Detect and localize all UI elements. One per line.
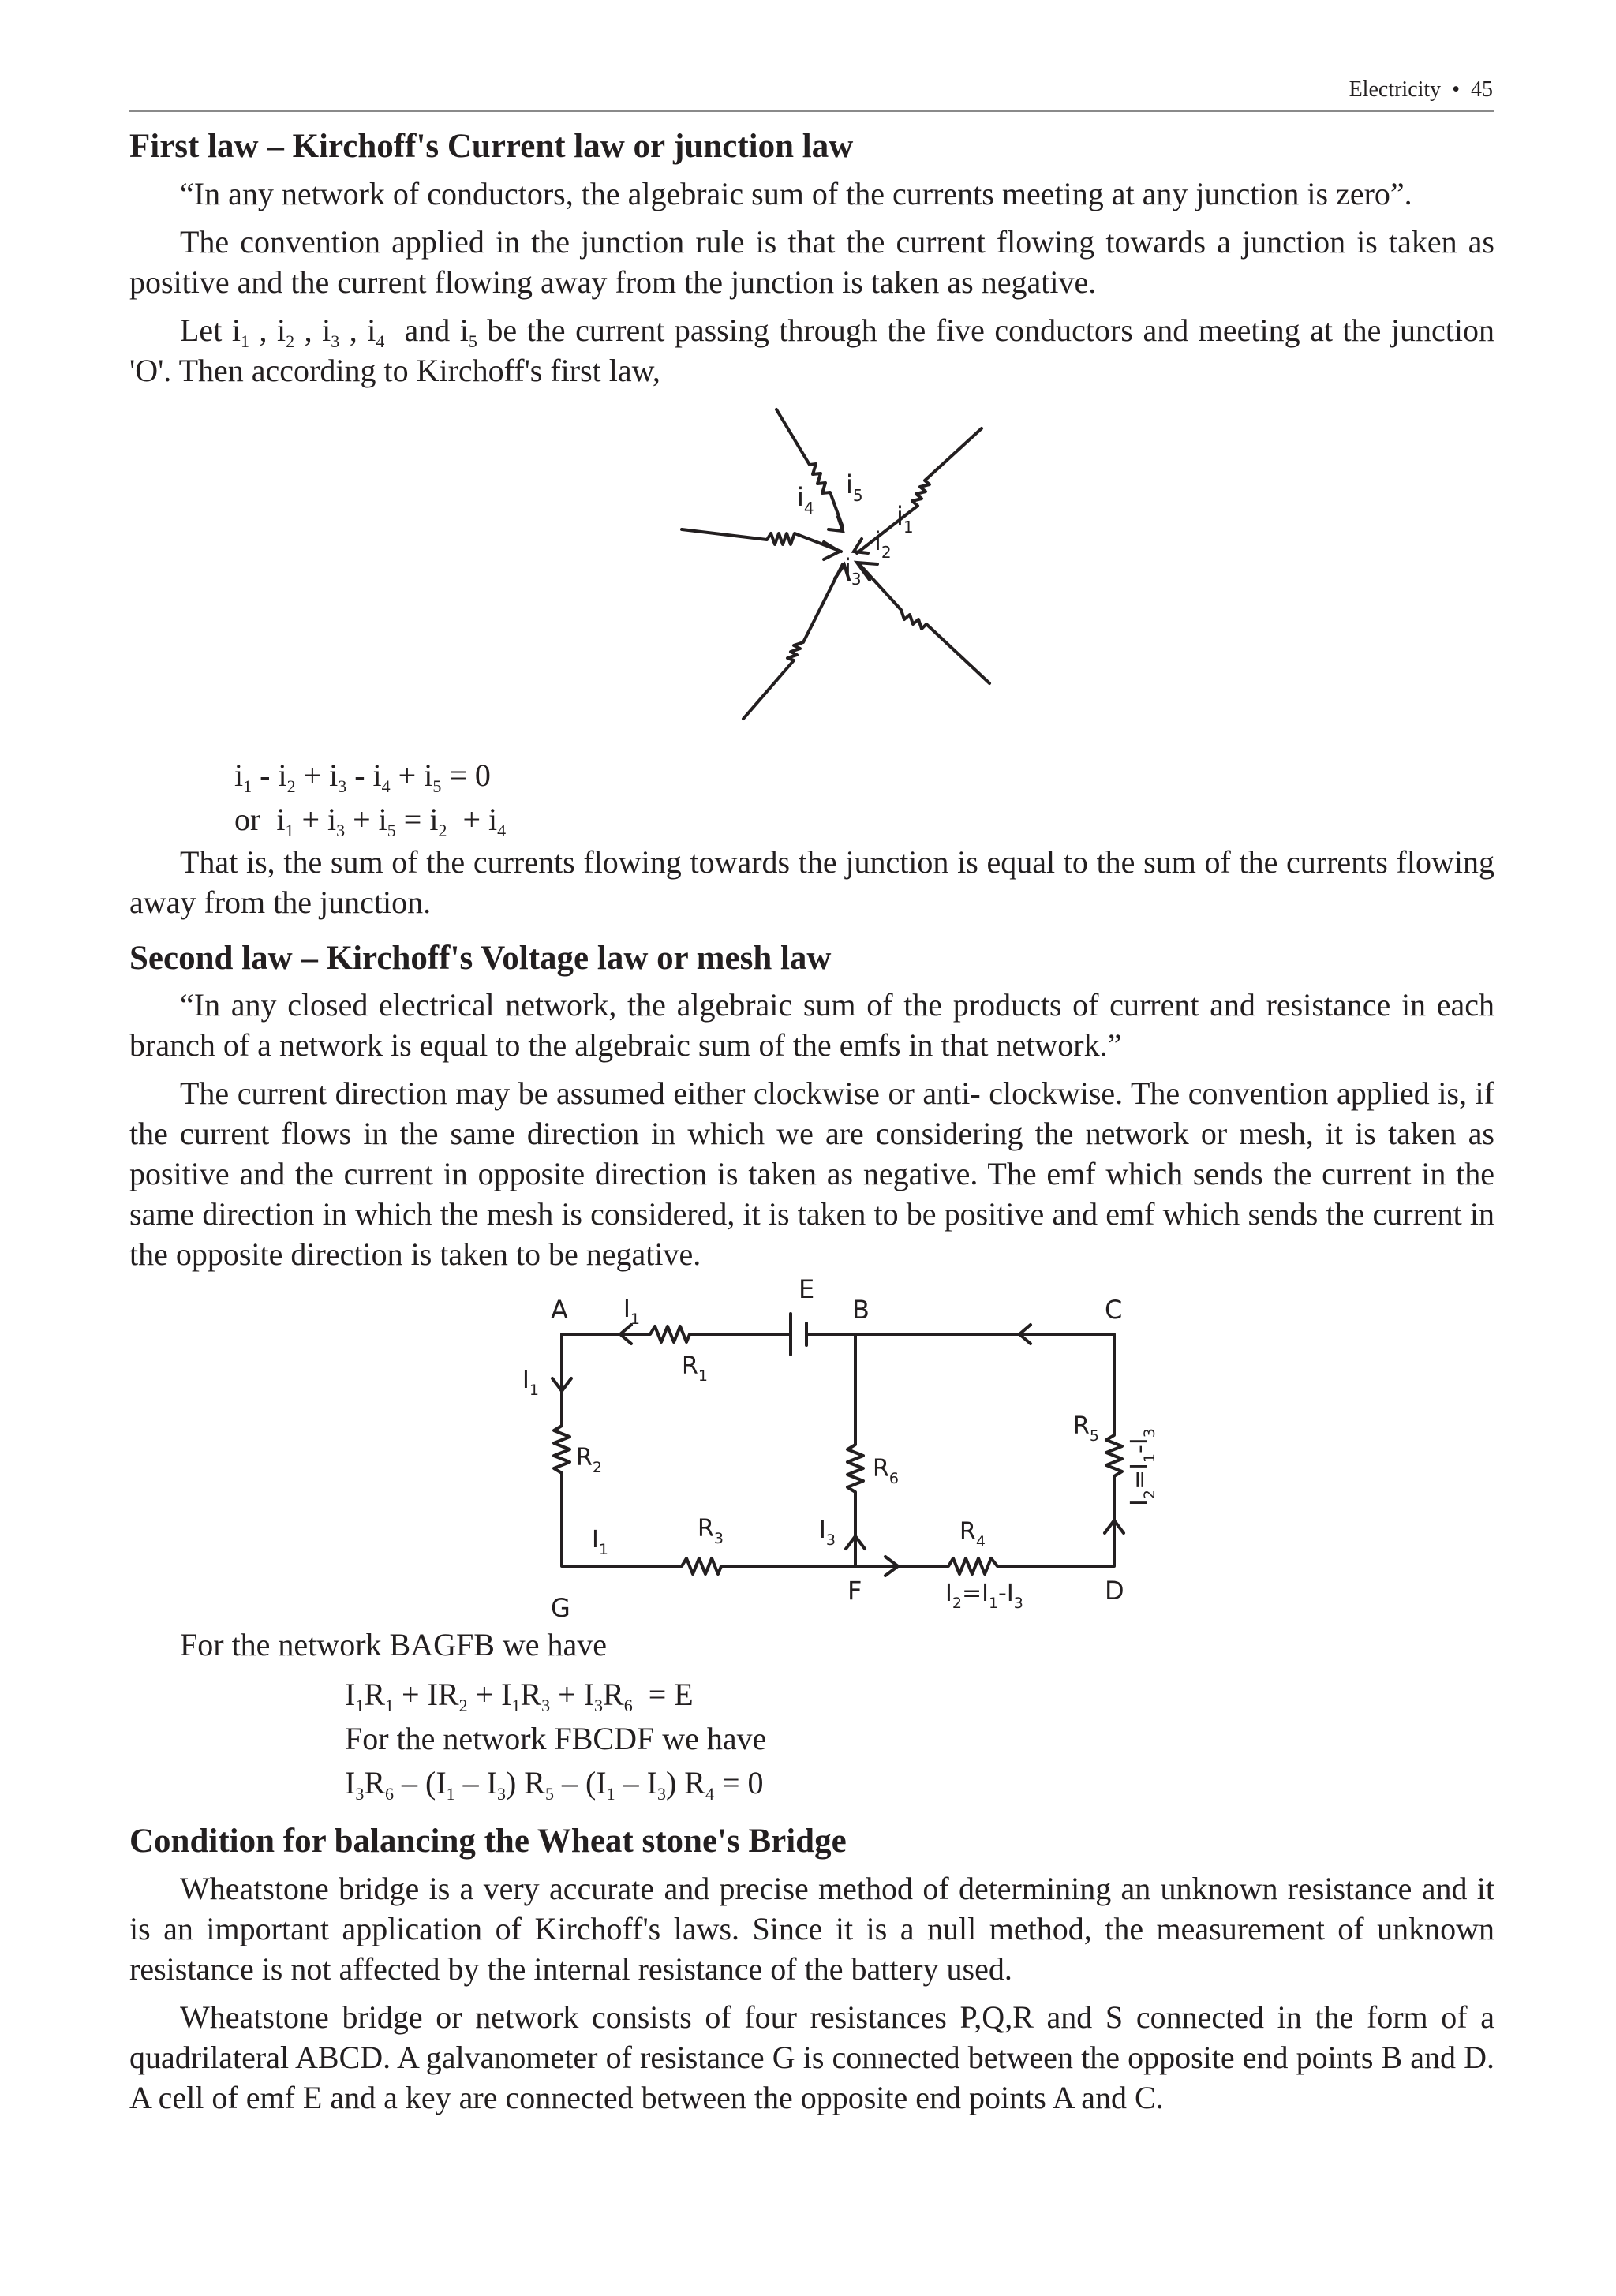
label-R6: $R_6$ <box>873 1455 899 1488</box>
label-R3: $R_3$ <box>698 1515 724 1548</box>
label-i5: $i_5$ <box>846 469 863 505</box>
node-D: D <box>1105 1576 1124 1606</box>
kvl-equation-1: $I_1R_1 + IR_2 + I_1R_3 + I_3R_6 = E$ <box>345 1677 694 1716</box>
label-i3: $i_3$ <box>844 552 862 589</box>
label-i4: $i_4$ <box>797 481 814 518</box>
conductor-i3 <box>743 564 843 719</box>
arrow-i4 <box>824 542 840 559</box>
label-i1: $i_1$ <box>896 500 914 537</box>
conductor-i2 <box>859 564 989 683</box>
label-R4: $R_4$ <box>960 1518 986 1551</box>
wheatstone-heading: Condition for balancing the Wheat stone's Bridge <box>129 1823 847 1860</box>
junction-diagram <box>129 395 1494 727</box>
label-I1-top: $I_1$ <box>623 1296 640 1329</box>
circuit-diagram <box>129 1277 1494 1625</box>
second-law-quote: “In any closed electrical network, the algebraic sum of the products of current and resistance in each branch of a network is equal to the algebraic sum of the emfs in that network.” <box>129 987 1494 1064</box>
label-I2-right: $I_2=I_1-I_3$ <box>1126 1428 1158 1507</box>
node-A: A <box>551 1295 568 1326</box>
label-I1-bottom: $I_1$ <box>592 1526 608 1559</box>
label-I2-bottom: $I_2=I_1-I_3$ <box>945 1580 1023 1613</box>
label-I1-left: $I_1$ <box>522 1367 539 1400</box>
first-law-conclusion: That is, the sum of the currents flowing towards the junction is equal to the sum of the currents flowing away from the junction. <box>129 843 1494 920</box>
conductor-i4 <box>682 529 841 552</box>
second-law-convention: The current direction may be assumed either clockwise or anti- clockwise. The convention applied is, if the current flows in the same direction in which we are considering the network or mesh, it is taken as positive and the current in opposite direction is taken as negative. The emf which sends the current in the same direction in which the mesh is considered, it is taken to be positive and emf which sends the current in the opposite direction is taken to be negative. <box>129 1075 1494 1273</box>
wire-battery-b <box>740 1334 1122 1574</box>
network2-intro: For the network FBCDF we have <box>345 1721 767 1757</box>
network1-intro: For the network BAGFB we have <box>180 1627 608 1663</box>
label-I3: $I_3$ <box>819 1516 836 1550</box>
wheatstone-paragraph-2: Wheatstone bridge or network consists of four resistances P,Q,R and S connected in the form of a quadrilateral ABCD. A galvanometer of resistance G is connected between the opposite end points B and D. A cell of emf E and a key are connected between the opposite end points A and C. <box>129 1999 1494 2115</box>
emf-label-E: E <box>799 1277 815 1305</box>
kcl-equation-1: $i_1 - i_2 + i_3 - i_4 + i_5 = 0$ <box>234 757 491 796</box>
label-R2: $R_2$ <box>576 1444 602 1477</box>
first-law-let-paragraph: Let $i_1$ , $i_2$ , $i_3$ , $i_4$ and $i_5$ be the current passing through the five conductors and meeting at the junction 'O'. Then according to Kirchoff's first law, <box>129 312 1494 388</box>
wire-top-left <box>562 1326 791 1342</box>
header-section: Electricity <box>1349 77 1442 102</box>
running-header <box>129 77 1494 112</box>
label-R1: $R_1$ <box>682 1352 708 1385</box>
kcl-equation-2: or $i_1 + i_3 + i_5 = i_2 + i_4$ <box>234 801 507 840</box>
second-law-heading: Second law – Kirchoff's Voltage law or mesh law <box>129 939 832 977</box>
label-R5: $R_5$ <box>1073 1412 1099 1445</box>
node-F: F <box>847 1576 862 1606</box>
first-law-convention: The convention applied in the junction rule is that the current flowing towards a junction is taken as positive and the current flowing away from the junction is taken as negative. <box>129 223 1494 300</box>
first-law-heading: First law – Kirchoff's Current law or junction law <box>129 128 854 165</box>
kvl-equation-2: $I_3R_6 - (I_1 - I_3)$ $R_5 - (I_1 - I_3) R_4 = 0$ <box>345 1765 764 1804</box>
header-separator: • <box>1452 77 1460 102</box>
node-C: C <box>1105 1295 1123 1326</box>
label-i2: $i_2$ <box>874 525 892 562</box>
page-body <box>129 110 1494 2126</box>
node-B: B <box>852 1295 870 1326</box>
node-G: G <box>551 1593 570 1624</box>
wire-middle <box>847 1334 863 1566</box>
wheatstone-paragraph-1: Wheatstone bridge is a very accurate and precise method of determining an unknown resistance and it is an important application of Kirchoff's laws. Since it is a null method, the measurement of unknown resistance is not affected by the internal resistance of the battery used. <box>129 1870 1494 1987</box>
page-number: 45 <box>1471 77 1493 102</box>
first-law-quote: “In any network of conductors, the algebraic sum of the currents meeting at any junction is zero”. <box>180 175 1412 211</box>
